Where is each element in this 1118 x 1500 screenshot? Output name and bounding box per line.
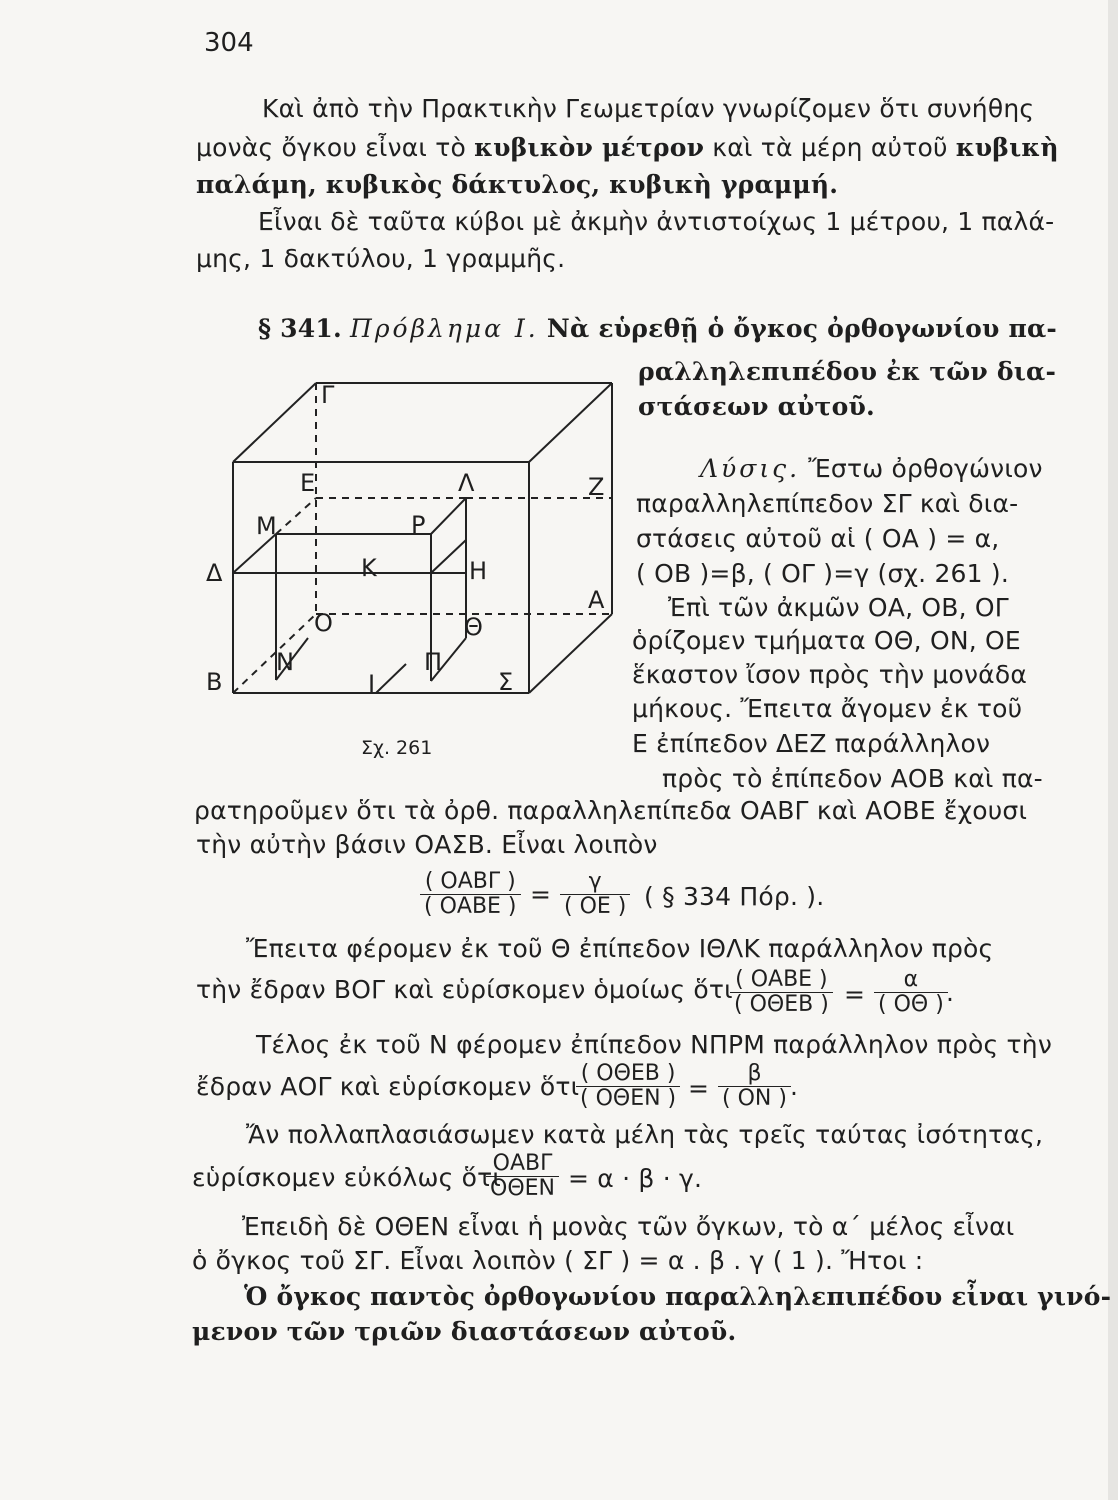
- eq4-numerator: ΟΑΒΓ: [492, 1151, 553, 1176]
- para1-text-2: καὶ τὰ μέρη αὐτοῦ: [712, 133, 948, 162]
- eq3-period: .: [790, 1072, 799, 1101]
- para1-line1: Καὶ ἀπὸ τὴν Πρακτικὴν Γεωμετρίαν γνωρίζομεν ὅτι συνήθης: [262, 94, 1035, 123]
- para4-line2: ἔδραν ΑΟΓ καὶ εὑρίσκομεν ὅτι: [196, 1072, 580, 1101]
- label-delta: Δ: [206, 559, 223, 587]
- eq3-fraction-left: [576, 1062, 680, 1111]
- lysis-label: Λύσις.: [700, 454, 801, 483]
- solution-line10: πρὸς τὸ ἐπίπεδον ΑΟΒ καὶ πα-: [662, 764, 1043, 793]
- eq3-numerator: ( ΟΘΕΒ ): [580, 1061, 676, 1086]
- eq2-fraction-right: [874, 968, 948, 1017]
- para2-line2: μης, 1 δακτύλου, 1 γραμμῆς.: [196, 244, 566, 273]
- solution-line7: ἕκαστον ἴσον πρὸς τὴν μονάδα: [632, 660, 1028, 689]
- eq2-fraction-left: [730, 968, 833, 1017]
- page-number: 304: [204, 28, 254, 58]
- section-title-line3: στάσεων αὐτοῦ.: [638, 392, 875, 421]
- label-epsilon: Ε: [300, 469, 316, 497]
- para5-line1: Ἄν πολλαπλασιάσωμεν κατὰ μέλη τὰς τρεῖς ταύτας ἰσότητας,: [246, 1120, 1044, 1149]
- para1-term-cubic: κυβικὴ: [955, 133, 1059, 162]
- solution-line12: τὴν αὐτὴν βάσιν ΟΑΣΒ. Εἶναι λοιπὸν: [196, 830, 658, 859]
- eq2-numerator: ( ΟΑΒΕ ): [735, 967, 828, 992]
- eq3-equals: =: [688, 1074, 710, 1103]
- para1-line3: παλάμη, κυβικὸς δάκτυλος, κυβικὴ γραμμή.: [196, 170, 839, 199]
- edge-i-pi: [376, 664, 406, 693]
- para1-line2: [196, 133, 1059, 163]
- eq2-denominator-2: ( ΟΘ ): [874, 992, 948, 1017]
- label-gamma: Γ: [321, 381, 335, 409]
- eq1-numerator: ( ΟΑΒΓ ): [424, 869, 516, 894]
- label-beta: Β: [206, 668, 223, 696]
- label-zeta: Ζ: [588, 473, 605, 501]
- para4-line1: Τέλος ἐκ τοῦ Ν φέρομεν ἐπίπεδον ΝΠΡΜ παράλληλον πρὸς τὴν: [256, 1030, 1052, 1059]
- inner-top-right: [431, 498, 466, 534]
- solution-line1: [700, 454, 1043, 484]
- figure-parallelepiped: [196, 370, 636, 770]
- eq2-equals: =: [844, 980, 866, 1009]
- label-eta: Η: [469, 557, 488, 585]
- label-theta: Θ: [464, 613, 483, 641]
- label-mu: Μ: [256, 512, 277, 540]
- hidden-edge-me: [276, 498, 316, 534]
- eq1-numerator-2: γ: [588, 869, 602, 894]
- conclusion-line1: Ὁ ὄγκος παντὸς ὀρθογωνίου παραλληλεπιπέδου εἶναι γινό-: [244, 1282, 1112, 1311]
- solution-line6: ὁρίζομεν τμήματα ΟΘ, ΟΝ, ΟΕ: [632, 626, 1021, 655]
- para1-text: μονὰς ὄγκου εἶναι τὸ: [196, 133, 466, 162]
- eq4-fraction: [486, 1152, 559, 1201]
- label-pi: Π: [424, 648, 443, 676]
- solution-line11: ρατηροῦμεν ὅτι τὰ ὀρθ. παραλληλεπίπεδα ΟΑΒΓ καὶ ΑΟΒΕ ἔχουσι: [194, 796, 1028, 825]
- label-omicron: Ο: [314, 609, 333, 637]
- solution-line8: μήκους. Ἔπειτα ἄγομεν ἐκ τοῦ: [632, 694, 1023, 723]
- eq3-denominator-2: ( ΟΝ ): [718, 1086, 791, 1111]
- solution-text: Ἔστω ὀρθογώνιον: [808, 454, 1043, 483]
- eq2-denominator: ( ΟΘΕΒ ): [730, 992, 833, 1017]
- eq1-denominator: ( ΟΑΒΕ ): [420, 894, 521, 919]
- eq2-period: .: [946, 978, 955, 1007]
- para6-line2: ὁ ὄγκος τοῦ ΣΓ. Εἶναι λοιπὸν ( ΣΓ ) = α . β . γ ( 1 ). Ἤτοι :: [192, 1246, 924, 1275]
- solution-line9: Ε ἐπίπεδον ΔΕΖ παράλληλον: [632, 729, 991, 758]
- eq1-fraction-right: [560, 870, 630, 919]
- para1-term-cubic-metre: κυβικὸν μέτρον: [474, 133, 705, 162]
- para3-line2: τὴν ἔδραν ΒΟΓ καὶ εὑρίσκομεν ὁμοίως ὅτι: [196, 975, 733, 1004]
- page-edge: [1108, 0, 1118, 1500]
- section-heading: [258, 314, 1057, 344]
- section-title-line1: Νὰ εὑρεθῇ ὁ ὄγκος ὀρθογωνίου πα-: [546, 314, 1057, 343]
- para5-line2: εὑρίσκομεν εὐκόλως ὅτι: [192, 1163, 502, 1192]
- eq4-rhs: = α · β · γ.: [568, 1164, 703, 1193]
- eq1-denominator-2: ( ΟΕ ): [560, 894, 630, 919]
- label-iota: Ι: [368, 670, 376, 698]
- eq1-equals: =: [530, 880, 552, 909]
- label-lambda: Λ: [458, 469, 475, 497]
- solution-line5: Ἐπὶ τῶν ἀκμῶν ΟΑ, ΟΒ, ΟΓ: [668, 593, 1009, 622]
- edge-bottom-right: [529, 614, 612, 693]
- label-rho: Ρ: [411, 511, 426, 539]
- label-sigma: Σ: [498, 668, 514, 696]
- para2-line1: Εἶναι δὲ ταῦτα κύβοι μὲ ἀκμὴν ἀντιστοίχως 1 μέτρου, 1 παλά-: [258, 207, 1055, 236]
- eq3-denominator: ( ΟΘΕΝ ): [576, 1086, 680, 1111]
- conclusion-line2: μενον τῶν τριῶν διαστάσεων αὐτοῦ.: [192, 1317, 737, 1346]
- label-nu: Ν: [276, 648, 294, 676]
- edge-top-left: [233, 383, 316, 462]
- eq3-fraction-right: [718, 1062, 791, 1111]
- solution-line3: στάσεις αὐτοῦ αἱ ( ΟΑ ) = α,: [636, 524, 1000, 553]
- hidden-edge-ob: [233, 614, 316, 693]
- figure-caption: Σχ. 261: [361, 737, 433, 759]
- plane-line-h: [431, 540, 466, 573]
- eq1-fraction-left: [420, 870, 521, 919]
- section-number: § 341.: [258, 314, 342, 343]
- eq2-numerator-2: α: [903, 967, 919, 992]
- para6-line1: Ἐπειδὴ δὲ ΟΘΕΝ εἶναι ἡ μονὰς τῶν ὄγκων, τὸ α΄ μέλος εἶναι: [242, 1212, 1015, 1241]
- para3-line1: Ἔπειτα φέρομεν ἐκ τοῦ Θ ἐπίπεδον ΙΘΛΚ παράλληλον πρὸς: [246, 934, 994, 963]
- edge-top-right: [529, 383, 612, 462]
- label-alpha: Α: [588, 586, 605, 614]
- section-title-line2: ραλληλεπιπέδου ἐκ τῶν δια-: [638, 357, 1057, 386]
- eq4-denominator: ΟΘΕΝ: [486, 1176, 559, 1201]
- solution-line2: παραλληλεπίπεδον ΣΓ καὶ δια-: [636, 489, 1019, 518]
- section-label: Πρόβλημα Ι.: [350, 314, 539, 343]
- eq3-numerator-2: β: [747, 1061, 762, 1086]
- label-kappa: Κ: [361, 554, 377, 582]
- solution-line4: ( ΟΒ )=β, ( ΟΓ )=γ (σχ. 261 ).: [636, 559, 1010, 588]
- eq1-reference: ( § 334 Πόρ. ).: [644, 882, 825, 911]
